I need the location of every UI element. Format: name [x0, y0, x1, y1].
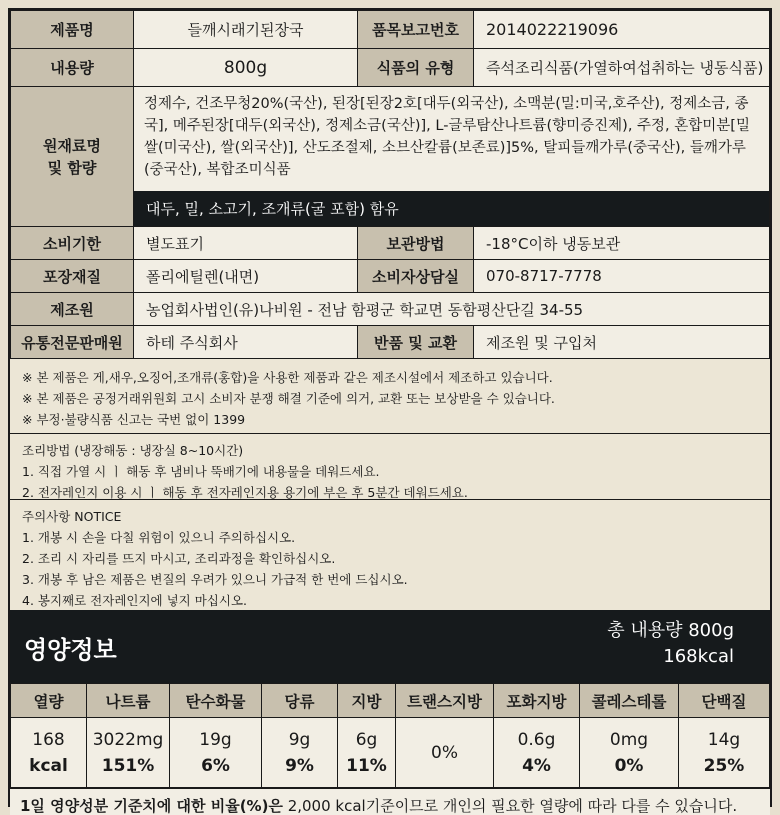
ingredients-label: 원재료명 및 함량 — [11, 87, 134, 227]
header-sugars: 당류 — [262, 684, 338, 718]
ingredients-cell — [134, 87, 770, 227]
nutrition-footnote — [10, 788, 770, 815]
consult-phone: 070-8717-7778 — [474, 260, 770, 293]
notice-line: ※ 본 제품은 게,새우,오징어,조개류(홍합)을 사용한 제품과 같은 제조시설에서 제조하고 있습니다. — [22, 370, 553, 385]
notice-line: ※ 부정·불량식품 신고는 국번 없이 1399 — [22, 412, 246, 427]
sat-fat-value: 0.6g — [517, 729, 556, 750]
header-trans-fat: 트랜스지방 — [396, 684, 494, 718]
total-weight: 총 내용량 800g — [607, 620, 734, 641]
sat-fat-cell — [494, 718, 580, 788]
ingredients-text: 정제수, 건조무청20%(국산), 된장[된장2호[대두(외국산), 소맥분(밀:미국,호주산), 정제소금, 종국], 메주된장[대두(외국산), 정제소금(국산)], L-글루탐산나트륨(향미증진제), 주정, 혼합미분[밀쌀(미국산), 쌀(외국산)], 산도조절제, 소브산칼륨(보존료)]5%, 탈피들깨가루(중국산), 들깨가루(중국산), 복합조미식품 — [144, 96, 750, 178]
header-cholesterol: 콜레스테롤 — [580, 684, 679, 718]
storage: -18°C이하 냉동보관 — [474, 227, 770, 260]
trans-fat-cell — [396, 718, 494, 788]
cholesterol-pct: 0% — [614, 755, 644, 776]
caution-item: 1. 개봉 시 손을 다칠 위험이 있으니 주의하십시오. — [22, 530, 296, 545]
protein-cell — [679, 718, 770, 788]
header-sodium: 나트륨 — [87, 684, 170, 718]
report-no-label: 품목보고번호 — [358, 11, 474, 49]
header-fat: 지방 — [338, 684, 396, 718]
packaging-label: 포장재질 — [11, 260, 134, 293]
sugars-pct: 9% — [285, 755, 314, 776]
header-sat-fat: 포화지방 — [494, 684, 580, 718]
return: 제조원 및 구입처 — [474, 326, 770, 359]
nutrition-table — [10, 683, 770, 788]
cooking-step: 1. 직접 가열 시 ㅣ 해동 후 냄비나 뚝배기에 내용물을 데워드세요. — [22, 464, 380, 479]
allergen-banner: 대두, 밀, 소고기, 조개류(굴 포함) 함유 — [134, 191, 769, 226]
volume-label: 내용량 — [11, 49, 134, 87]
protein-pct: 25% — [703, 755, 745, 776]
footnote-rest: 2,000 kcal기준이므로 개인의 필요한 열량에 따라 다를 수 있습니다. — [282, 797, 738, 815]
food-type: 즉석조리식품(가열하여섭취하는 냉동식품) — [474, 49, 770, 87]
nutrition-header — [10, 610, 770, 683]
product-info-table — [10, 10, 770, 359]
food-label — [8, 8, 772, 815]
cooking-section — [10, 434, 770, 500]
maker: 농업회사법인(유)나비원 - 전남 함평군 학교면 동함평산단길 34-55 — [134, 293, 770, 326]
nutrition-total — [607, 618, 734, 670]
sugars-cell — [262, 718, 338, 788]
notice-line: ※ 본 제품은 공정거래위원회 고시 소비자 분쟁 해결 기준에 의거, 교환 또는 보상받을 수 있습니다. — [22, 391, 555, 406]
consult-label: 소비자상담실 — [358, 260, 474, 293]
caution-section — [10, 500, 770, 610]
cooking-step: 2. 전자레인지 이용 시 ㅣ 해동 후 전자레인지용 용기에 부은 후 5분간 데워드세요. — [22, 485, 468, 500]
footnote-bold: 1일 영양성분 기준치에 대한 비율(%)은 — [20, 797, 283, 815]
expiry: 별도표기 — [134, 227, 358, 260]
product-name: 들깨시래기된장국 — [134, 11, 358, 49]
sugars-value: 9g — [288, 729, 311, 750]
caution-title: 주의사항 NOTICE — [22, 509, 122, 524]
fat-value: 6g — [355, 729, 378, 750]
cholesterol-value: 0mg — [609, 729, 649, 750]
trans-fat-value: 0% — [431, 742, 458, 763]
carbs-pct: 6% — [201, 755, 230, 776]
carbs-value: 19g — [199, 729, 232, 750]
header-kcal: 열량 — [11, 684, 87, 718]
kcal-cell — [11, 718, 87, 788]
kcal-unit: kcal — [29, 755, 68, 776]
maker-label: 제조원 — [11, 293, 134, 326]
cholesterol-cell — [580, 718, 679, 788]
notice-section — [10, 359, 770, 434]
food-type-label: 식품의 유형 — [358, 49, 474, 87]
sodium-cell — [87, 718, 170, 788]
product-name-label: 제품명 — [11, 11, 134, 49]
caution-item: 4. 봉지째로 전자레인지에 넣지 마십시오. — [22, 593, 247, 608]
nutrition-title: 영양정보 — [24, 636, 117, 664]
return-label: 반품 및 교환 — [358, 326, 474, 359]
fat-cell — [338, 718, 396, 788]
protein-value: 14g — [707, 729, 741, 750]
sodium-pct: 151% — [101, 755, 155, 776]
caution-item: 2. 조리 시 자리를 뜨지 마시고, 조리과정을 확인하십시오. — [22, 551, 336, 566]
total-kcal: 168kcal — [663, 646, 734, 667]
sodium-value: 3022mg — [92, 729, 164, 750]
carbs-cell — [170, 718, 262, 788]
storage-label: 보관방법 — [358, 227, 474, 260]
report-no: 2014022219096 — [474, 11, 770, 49]
cooking-title: 조리방법 (냉장해동 : 냉장실 8~10시간) — [22, 443, 244, 458]
packaging: 폴리에틸렌(내면) — [134, 260, 358, 293]
expiry-label: 소비기한 — [11, 227, 134, 260]
seller: 하테 주식회사 — [134, 326, 358, 359]
header-protein: 단백질 — [679, 684, 770, 718]
caution-item: 3. 개봉 후 남은 제품은 변질의 우려가 있으니 가급적 한 번에 드십시오. — [22, 572, 408, 587]
sat-fat-pct: 4% — [522, 755, 551, 776]
volume: 800g — [134, 49, 358, 87]
fat-pct: 11% — [346, 755, 387, 776]
header-carbs: 탄수화물 — [170, 684, 262, 718]
seller-label: 유통전문판매원 — [11, 326, 134, 359]
kcal-value: 168 — [32, 729, 65, 750]
